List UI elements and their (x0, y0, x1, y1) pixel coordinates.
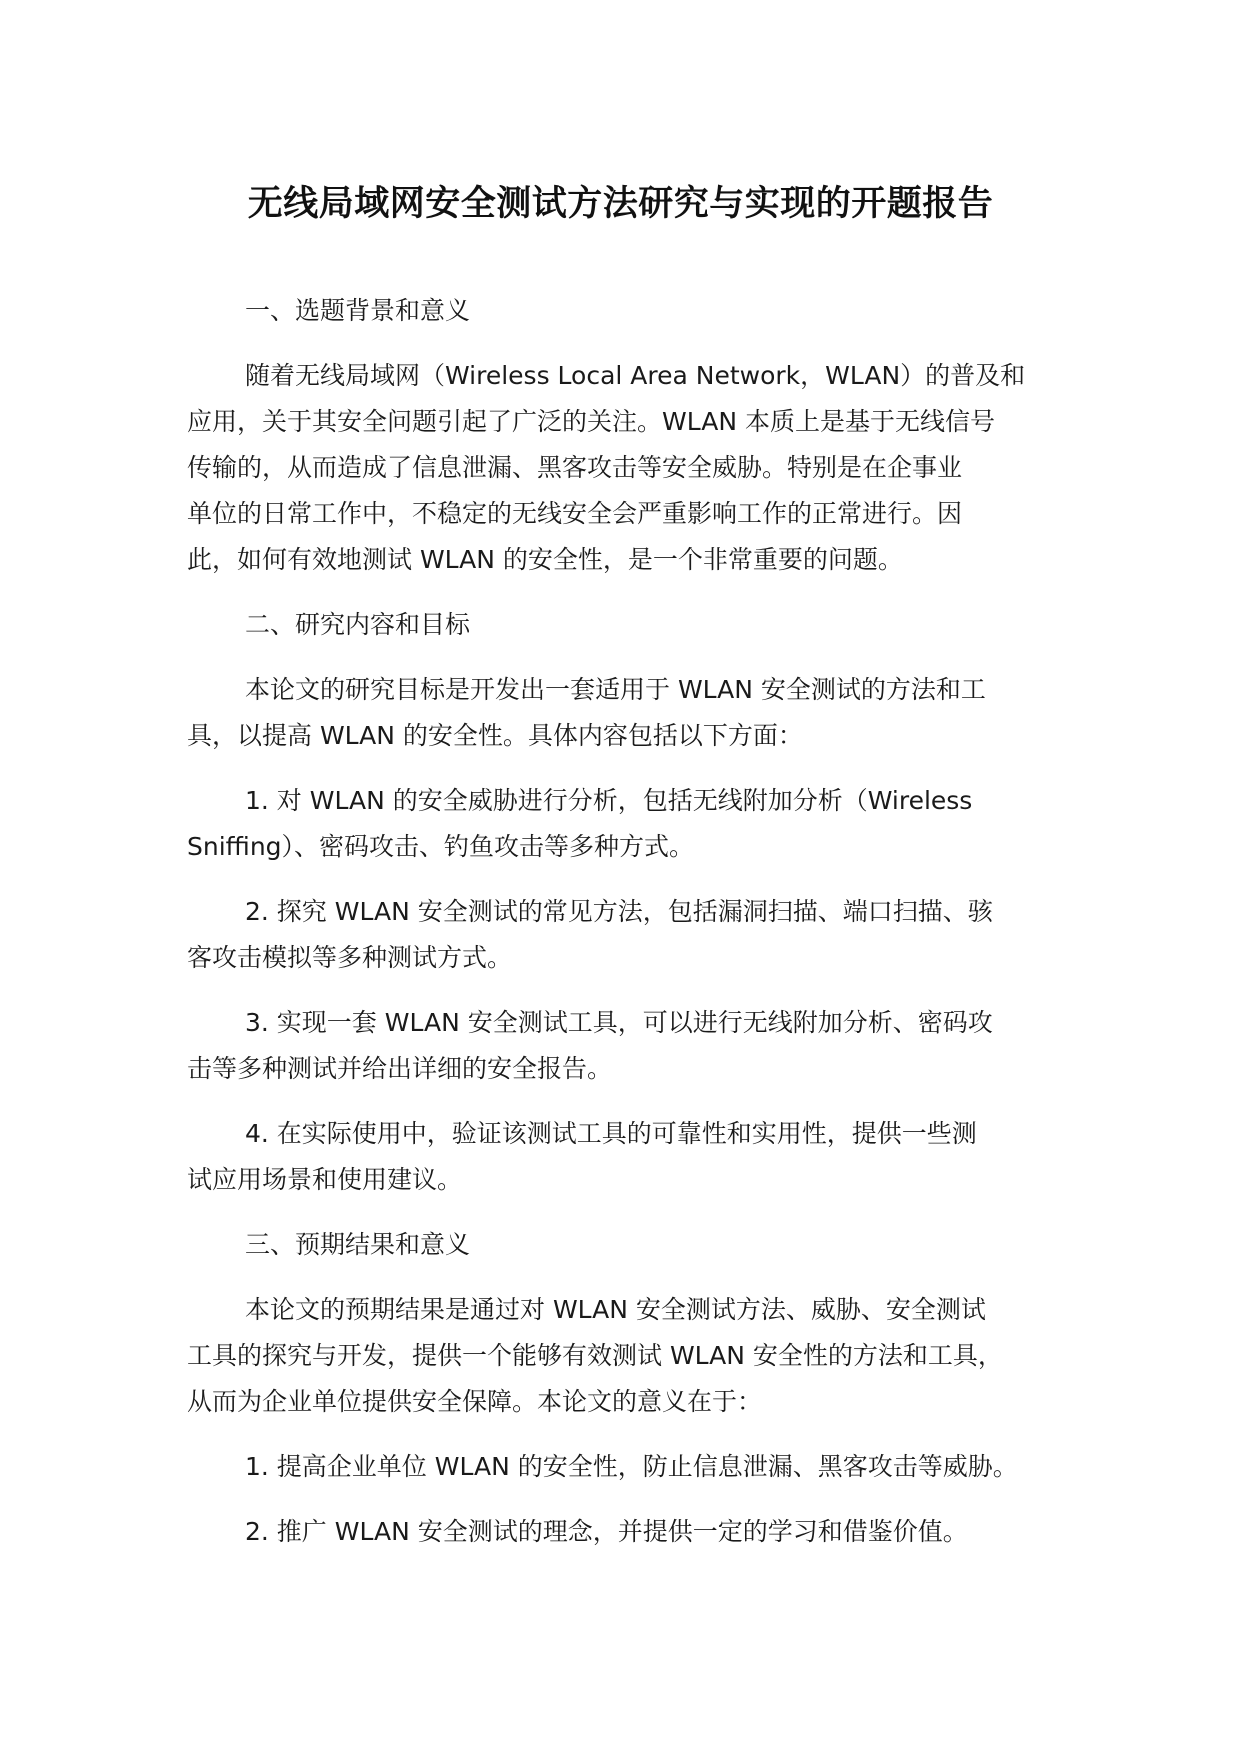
paragraph-line: 2. 探究 WLAN 安全测试的常见方法，包括漏洞扫描、端口扫描、骇 (245, 897, 993, 926)
section-heading: 二、研究内容和目标 (245, 610, 471, 639)
paragraph (187, 353, 1087, 583)
paragraph (187, 667, 1087, 759)
paragraph-line: 2. 推广 WLAN 安全测试的理念，并提供一定的学习和借鉴价值。 (245, 1517, 968, 1546)
paragraph-line: 本论文的预期结果是通过对 WLAN 安全测试方法、威胁、安全测试 (245, 1295, 986, 1324)
paragraph-line: 击等多种测试并给出详细的安全报告。 (187, 1054, 613, 1083)
paragraph-line: Sniffing）、密码攻击、钓鱼攻击等多种方式。 (187, 832, 695, 861)
paragraph-line: 应用，关于其安全问题引起了广泛的关注。WLAN 本质上是基于无线信号 (187, 407, 995, 436)
paragraph-line: 传输的，从而造成了信息泄漏、黑客攻击等安全威胁。特别是在企事业 (187, 453, 963, 482)
paragraph-line: 1. 提高企业单位 WLAN 的安全性，防止信息泄漏、黑客攻击等威胁。 (245, 1452, 1018, 1481)
paragraph-line: 客攻击模拟等多种测试方式。 (187, 943, 513, 972)
paragraph-line: 4. 在实际使用中，验证该测试工具的可靠性和实用性，提供一些测 (245, 1119, 977, 1148)
list-item (187, 1509, 1087, 1555)
paragraph-line: 1. 对 WLAN 的安全威胁进行分析，包括无线附加分析（Wireless (245, 786, 973, 815)
list-item (187, 1444, 1087, 1490)
list-item (187, 889, 1087, 981)
paragraph-line: 从而为企业单位提供安全保障。本论文的意义在于： (187, 1387, 763, 1416)
list-item (187, 778, 1087, 870)
paragraph-line: 具，以提高 WLAN 的安全性。具体内容包括以下方面： (187, 721, 803, 750)
document-title: 无线局域网安全测试方法研究与实现的开题报告 (247, 184, 994, 224)
list-item (187, 1000, 1087, 1092)
paragraph-line: 此，如何有效地测试 WLAN 的安全性，是一个非常重要的问题。 (187, 545, 903, 574)
paragraph-line: 单位的日常工作中，不稳定的无线安全会严重影响工作的正常进行。因 (187, 499, 963, 528)
paragraph (187, 1287, 1087, 1425)
paragraph-line: 试应用场景和使用建议。 (187, 1165, 463, 1194)
paragraph-line: 3. 实现一套 WLAN 安全测试工具，可以进行无线附加分析、密码攻 (245, 1008, 993, 1037)
document-body (187, 288, 1087, 1574)
paragraph-line: 工具的探究与开发，提供一个能够有效测试 WLAN 安全性的方法和工具， (187, 1341, 1003, 1370)
paragraph-line: 随着无线局域网（Wireless Local Area Network，WLAN）的普及和 (245, 361, 1026, 390)
section-heading: 一、选题背景和意义 (245, 296, 471, 325)
paragraph-line: 本论文的研究目标是开发出一套适用于 WLAN 安全测试的方法和工 (245, 675, 986, 704)
list-item (187, 1111, 1087, 1203)
section-heading: 三、预期结果和意义 (245, 1230, 471, 1259)
